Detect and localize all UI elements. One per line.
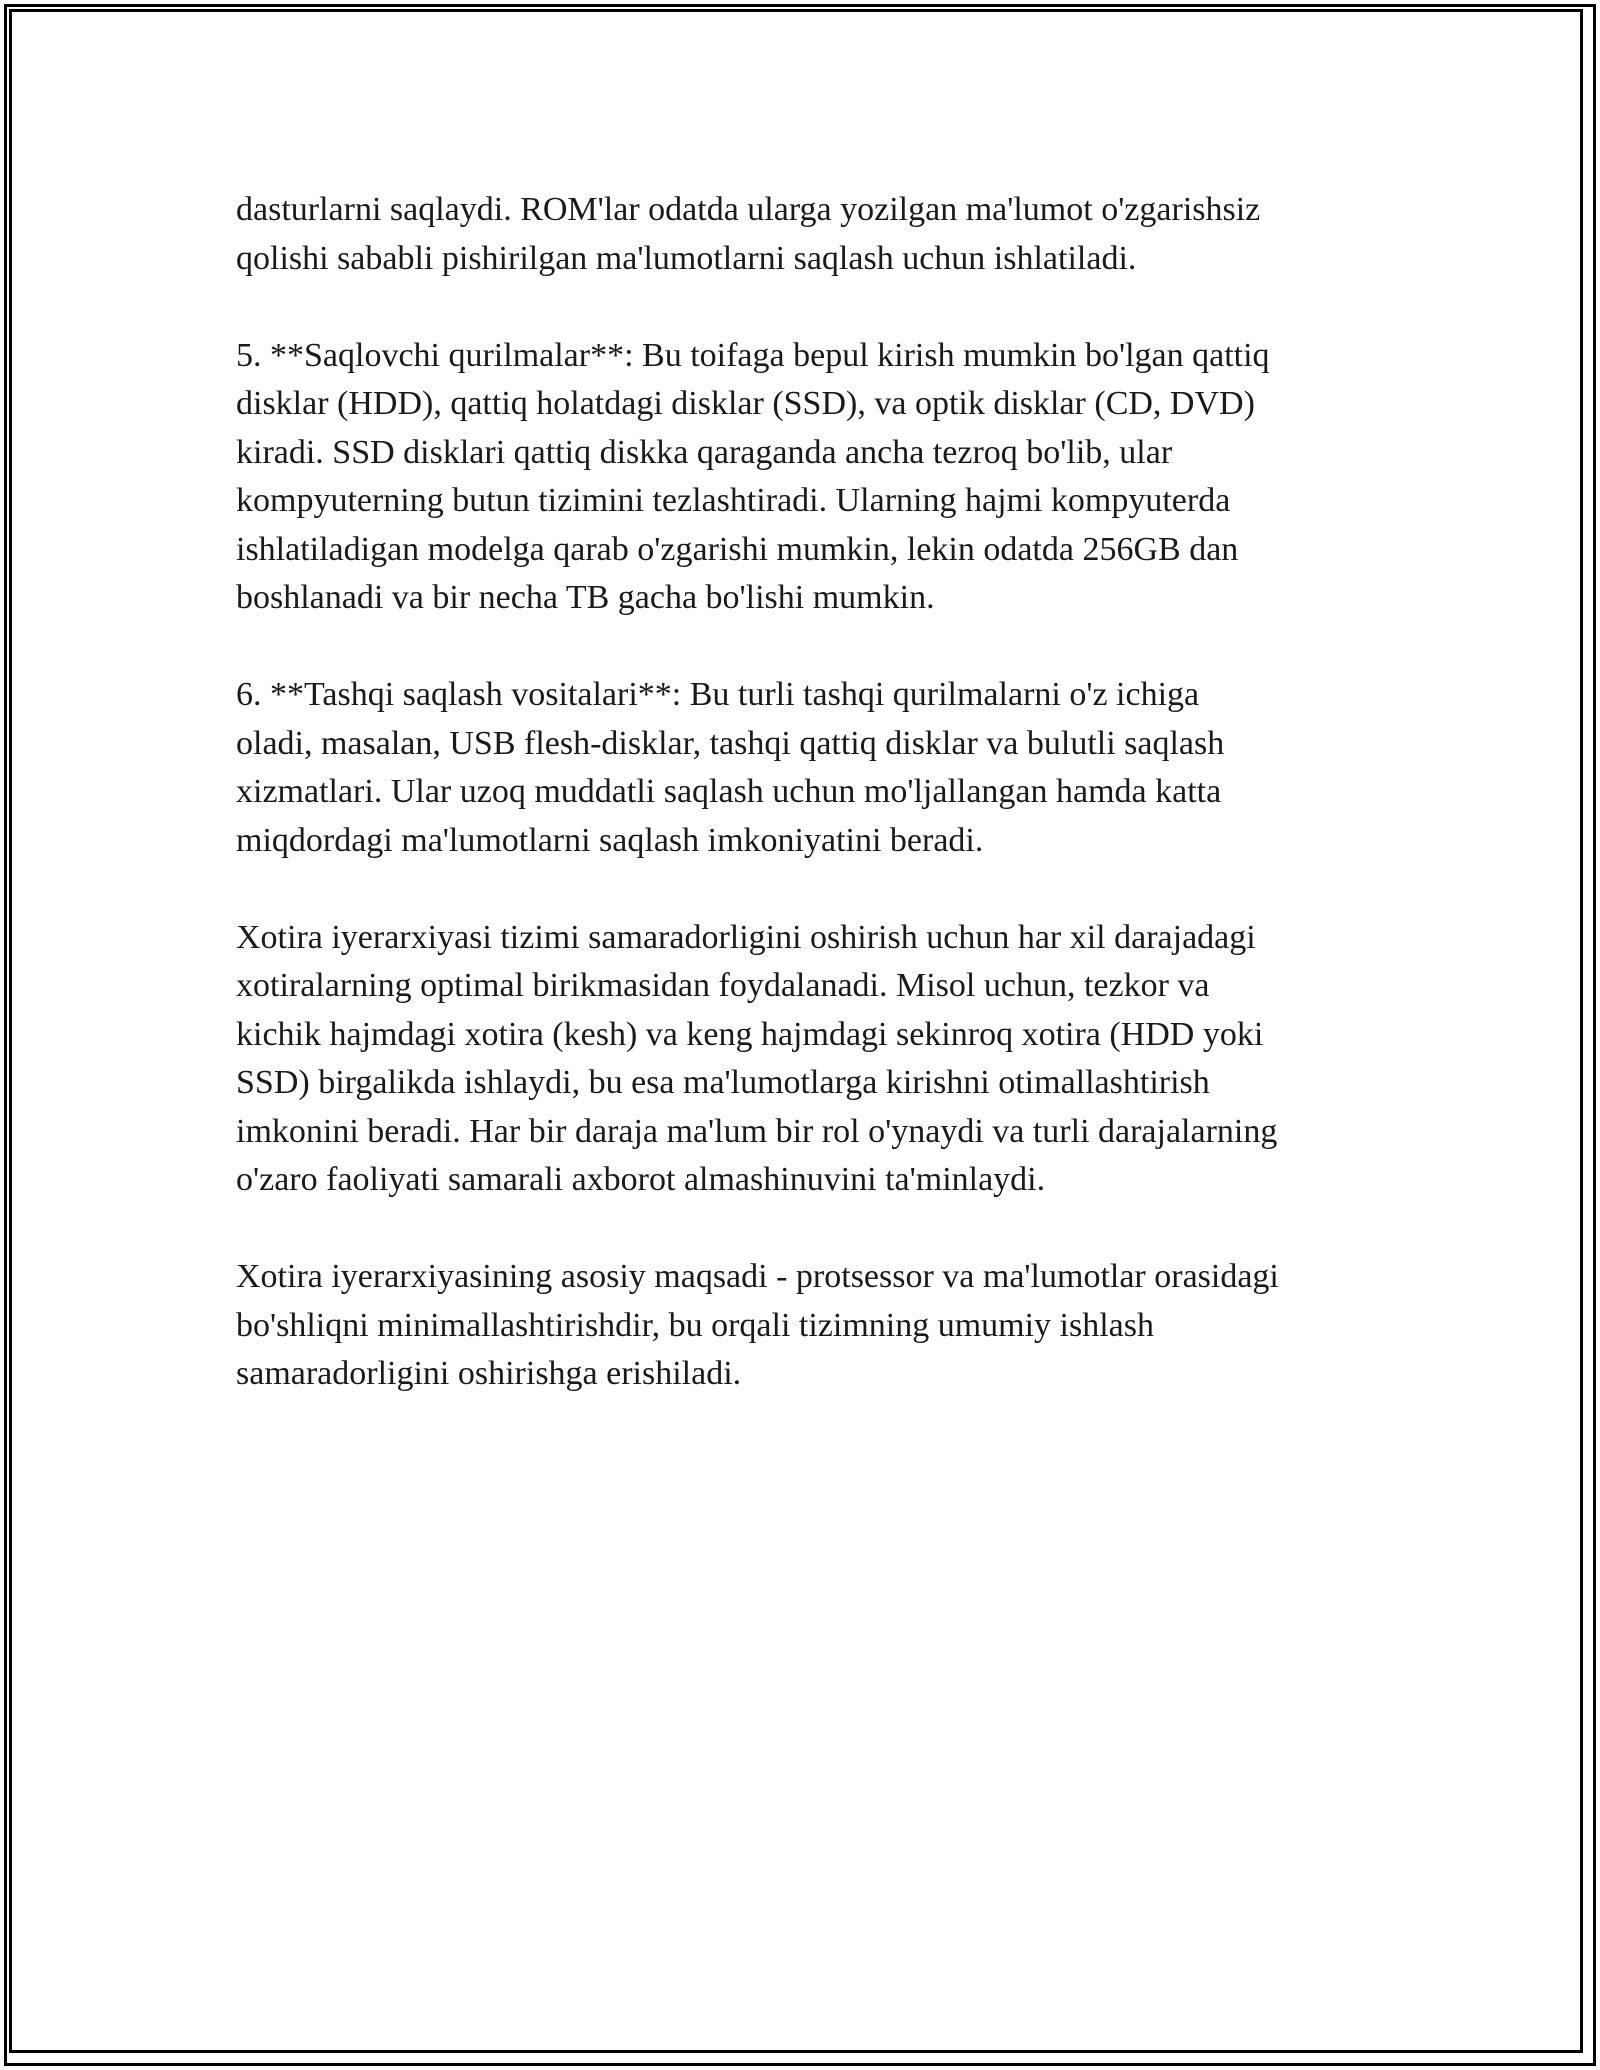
paragraph-external-storage: 6. **Tashqi saqlash vositalari**: Bu turli tashqi qurilmalarni o'z ichiga oladi, masalan, USB flesh-disklar, tashqi qattiq disklar va bulutli saqlash xizmatlari. Ular uzoq muddatli saqlash uchun mo'ljallangan hamda katta miqdordagi ma'lumotlarni saqlash imkoniyatini beradi. <box>236 676 1225 859</box>
document-body <box>236 186 1376 1447</box>
paragraph-rom-continuation: dasturlarni saqlaydi. ROM'lar odatda ularga yozilgan ma'lumot o'zgarishsiz qolishi sababli pishirilgan ma'lumotlarni saqlash uchun ishlatiladi. <box>236 191 1261 277</box>
paragraph-hierarchy-efficiency: Xotira iyerarxiyasi tizimi samaradorligini oshirish uchun har xil darajadagi xotiralarning optimal birikmasidan foydalanadi. Misol uchun, tezkor va kichik hajmdagi xotira (kesh) va keng hajmdagi sekinroq xotira (HDD yoki SSD) birgalikda ishlaydi, bu esa ma'lumotlarga kirishni otimallashtirish imkonini beradi. Har bir daraja ma'lum bir rol o'ynaydi va turli darajalarning o'zaro faoliyati samarali axborot almashinuvini ta'minlaydi. <box>236 918 1278 1198</box>
paragraph-hierarchy-goal: Xotira iyerarxiyasining asosiy maqsadi - protsessor va ma'lumotlar orasidagi bo'shliqni minimallashtirishdir, bu orqali tizimning umumiy ishlash samaradorligini oshirishga erishiladi. <box>236 1258 1279 1392</box>
paragraph-storage-devices: 5. **Saqlovchi qurilmalar**: Bu toifaga bepul kirish mumkin bo'lgan qattiq disklar (HDD), qattiq holatdagi disklar (SSD), va optik disklar (CD, DVD) kiradi. SSD disklari qattiq diskka qaraganda ancha tezroq bo'lib, ular kompyuterning butun tizimini tezlashtiradi. Ularning hajmi kompyuterda ishlatiladigan modelga qarab o'zgarishi mumkin, lekin odatda 256GB dan boshlanadi va bir necha TB gacha bo'lishi mumkin. <box>236 336 1270 616</box>
